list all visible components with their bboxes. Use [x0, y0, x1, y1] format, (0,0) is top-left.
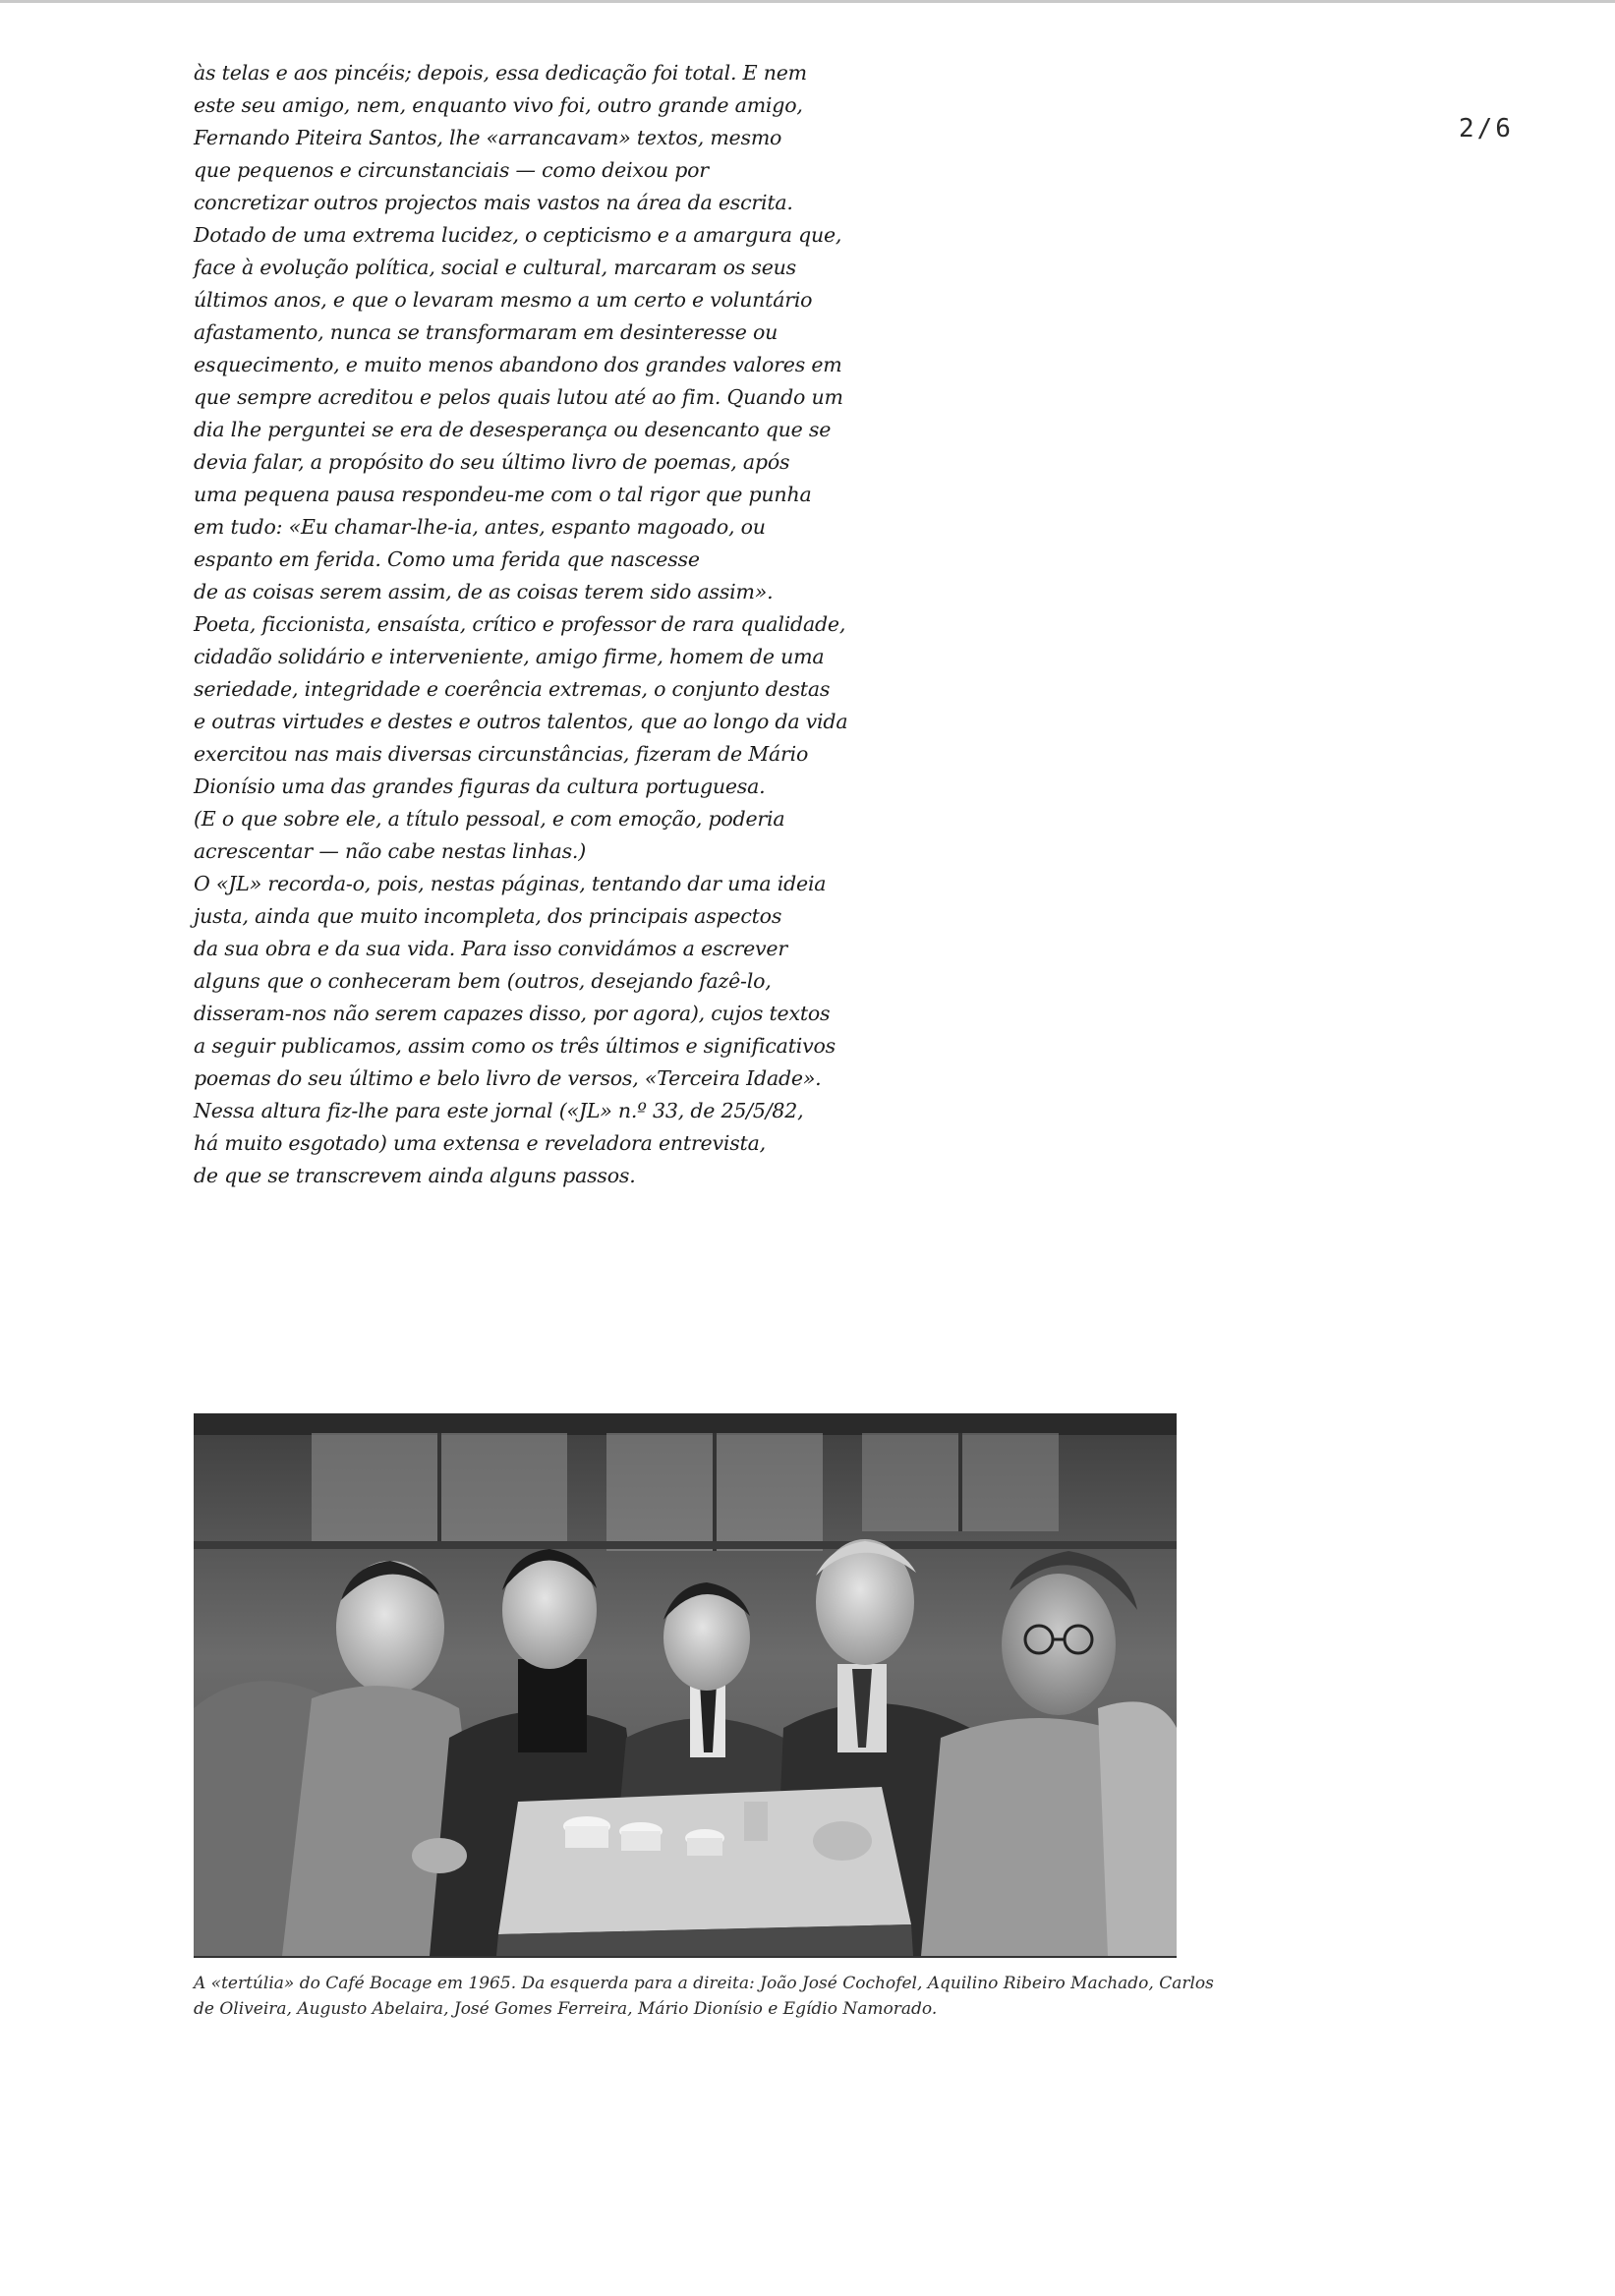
body-line: Dotado de uma extrema lucidez, o cepticismo e a amargura que,	[194, 223, 842, 247]
body-line: dia lhe perguntei se era de desesperança ou desencanto que se	[194, 418, 832, 441]
photo-caption	[194, 1971, 1214, 2022]
body-line: poemas do seu último e belo livro de versos, «Terceira Idade».	[194, 1066, 822, 1090]
body-line: exercitou nas mais diversas circunstâncias, fizeram de Mário	[194, 742, 809, 766]
group-photo	[194, 1413, 1177, 1958]
page-number: 2/6	[1459, 114, 1514, 144]
body-line: alguns que o conheceram bem (outros, desejando fazê-lo,	[194, 969, 772, 993]
body-line: a seguir publicamos, assim como os três últimos e significativos	[194, 1034, 836, 1058]
body-line: justa, ainda que muito incompleta, dos principais aspectos	[194, 904, 782, 928]
body-line: O «JL» recorda-o, pois, nestas páginas, tentando dar uma ideia	[194, 872, 827, 895]
body-line: Fernando Piteira Santos, lhe «arrancavam» textos, mesmo	[194, 126, 782, 149]
body-line: Dionísio uma das grandes figuras da cultura portuguesa.	[194, 775, 766, 798]
body-line: de que se transcrevem ainda alguns passos.	[194, 1164, 636, 1187]
body-line: e outras virtudes e destes e outros talentos, que ao longo da vida	[194, 710, 848, 733]
body-line: disseram-nos não serem capazes disso, por agora), cujos textos	[194, 1002, 831, 1025]
body-line: esquecimento, e muito menos abandono dos grandes valores em	[194, 353, 842, 376]
body-line: últimos anos, e que o levaram mesmo a um certo e voluntário	[194, 288, 813, 312]
body-line: Nessa altura fiz-lhe para este jornal («JL» n.º 33, de 25/5/82,	[194, 1099, 804, 1122]
body-line: seriedade, integridade e coerência extremas, o conjunto destas	[194, 677, 831, 701]
caption-line: de Oliveira, Augusto Abelaira, José Gomes Ferreira, Mário Dionísio e Egídio Namorado.	[194, 1999, 938, 2019]
body-line: da sua obra e da sua vida. Para isso convidámos a escrever	[194, 937, 787, 960]
body-line: há muito esgotado) uma extensa e reveladora entrevista,	[194, 1131, 766, 1155]
body-line: de as coisas serem assim, de as coisas terem sido assim».	[194, 580, 774, 603]
body-line: concretizar outros projectos mais vastos na área da escrita.	[194, 191, 793, 214]
body-line: (E o que sobre ele, a título pessoal, e com emoção, poderia	[194, 807, 785, 831]
article-body	[194, 57, 901, 1192]
body-line: face à evolução política, social e cultural, marcaram os seus	[194, 256, 796, 279]
group-photo-illustration	[194, 1413, 1177, 1956]
top-rule	[0, 0, 1615, 3]
caption-line: A «tertúlia» do Café Bocage em 1965. Da esquerda para a direita: João José Cochofel, Aquilino Ribeiro Machado, Carlos	[194, 1974, 1214, 1993]
body-line: afastamento, nunca se transformaram em desinteresse ou	[194, 320, 779, 344]
body-line: cidadão solidário e interveniente, amigo firme, homem de uma	[194, 645, 825, 668]
body-line: espanto em ferida. Como uma ferida que nascesse	[194, 547, 700, 571]
body-line: que pequenos e circunstanciais — como deixou por	[194, 158, 709, 182]
body-line: este seu amigo, nem, enquanto vivo foi, outro grande amigo,	[194, 93, 803, 117]
body-line: uma pequena pausa respondeu-me com o tal rigor que punha	[194, 483, 812, 506]
body-line: devia falar, a propósito do seu último livro de poemas, após	[194, 450, 790, 474]
body-line: em tudo: «Eu chamar-lhe-ia, antes, espanto magoado, ou	[194, 515, 766, 539]
body-line: acrescentar — não cabe nestas linhas.)	[194, 839, 587, 863]
body-line: que sempre acreditou e pelos quais lutou até ao fim. Quando um	[194, 385, 843, 409]
body-line: Poeta, ficcionista, ensaísta, crítico e professor de rara qualidade,	[194, 612, 846, 636]
body-line: às telas e aos pincéis; depois, essa dedicação foi total. E nem	[194, 61, 807, 85]
